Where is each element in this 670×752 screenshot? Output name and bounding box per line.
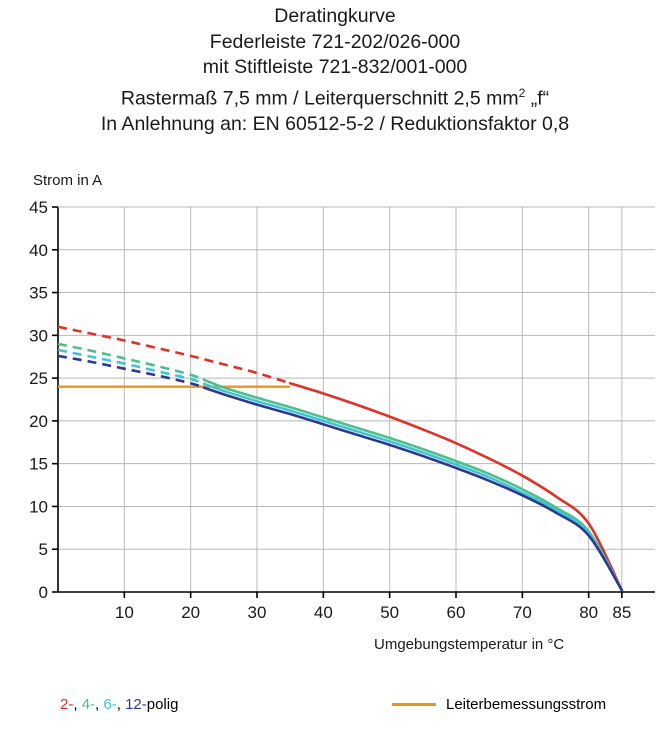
- legend-pole-12: 12-: [125, 696, 147, 713]
- y-tick-label: 30: [29, 326, 48, 346]
- x-tick-label: 70: [512, 603, 532, 622]
- title-line-4-suffix: „f“: [525, 87, 550, 109]
- series-line-dashed: [58, 344, 204, 380]
- legend-sep-2: ,: [95, 696, 104, 713]
- series-line-solid: [204, 388, 622, 591]
- title-line-1: Deratingkurve: [274, 5, 396, 27]
- x-tick-label: 80: [579, 603, 599, 622]
- title-line-4-sup: 2: [518, 85, 526, 100]
- legend-pole-6: 6-: [103, 696, 117, 713]
- x-tick-label: 60: [446, 603, 466, 622]
- x-tick-label: 10: [114, 603, 134, 622]
- legend-rated-current: [392, 696, 606, 713]
- y-tick-label: 25: [29, 369, 48, 389]
- y-tick-label: 35: [29, 283, 48, 303]
- y-tick-label: 40: [29, 240, 48, 260]
- series-line-solid: [204, 384, 622, 591]
- title-line-3: mit Stiftleiste 721-832/001-000: [202, 56, 468, 78]
- legend-pole-2: 2-: [60, 696, 74, 713]
- x-tick-label: 50: [380, 603, 400, 622]
- legend-poles-suffix: polig: [146, 696, 179, 713]
- y-axis-label: Strom in A: [33, 172, 103, 189]
- x-tick-label: 30: [247, 603, 267, 622]
- legend-rated-current-label: Leiterbemessungsstrom: [446, 696, 607, 713]
- x-tick-label: 40: [313, 603, 333, 622]
- legend-line-swatch: [392, 703, 436, 706]
- title-line-5: In Anlehnung an: EN 60512-5-2 / Reduktionsfaktor 0,8: [100, 112, 570, 135]
- legend-poles: [60, 696, 178, 713]
- series-line-solid: [204, 380, 622, 590]
- title-line-2: Federleiste 721-202/026-000: [209, 30, 461, 53]
- x-tick-label: 20: [181, 603, 201, 622]
- y-tick-label: 5: [38, 540, 48, 560]
- y-tick-label: 15: [29, 454, 48, 474]
- y-tick-label: 45: [29, 198, 48, 217]
- y-tick-label: 10: [29, 497, 48, 517]
- x-tick-label: 85: [612, 603, 632, 622]
- y-tick-label: 20: [29, 411, 48, 431]
- y-tick-label: 0: [38, 583, 48, 602]
- legend-pole-4: 4-: [81, 696, 96, 713]
- x-axis-label: Umgebungstemperatur in °C: [374, 636, 565, 653]
- legend-sep-1: ,: [73, 696, 82, 713]
- title-line-4-prefix: Rastermaß 7,5 mm / Leiterquerschnitt 2,5 mm: [120, 87, 519, 109]
- legend-sep-3: ,: [116, 696, 126, 713]
